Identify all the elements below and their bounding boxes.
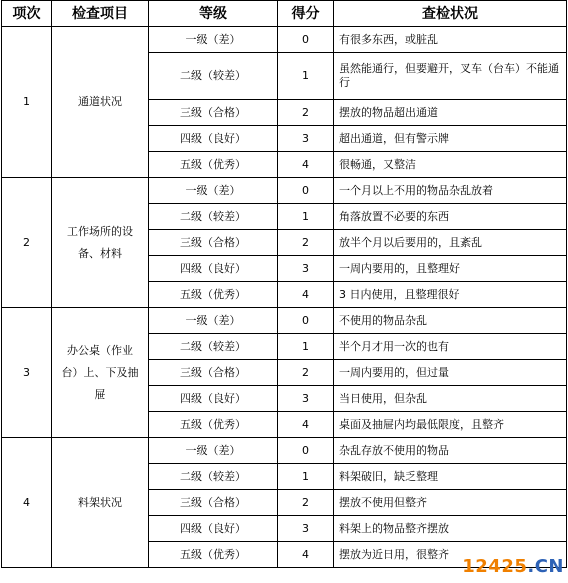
condition-cell: 角落放置不必要的东西 — [334, 204, 567, 230]
level-cell: 五级（优秀） — [149, 282, 278, 308]
score-cell: 2 — [278, 100, 334, 126]
level-cell: 四级（良好） — [149, 126, 278, 152]
level-cell: 四级（良好） — [149, 256, 278, 282]
group-index: 4 — [2, 438, 52, 568]
condition-cell: 料架上的物品整齐摆放 — [334, 516, 567, 542]
condition-cell: 半个月才用一次的也有 — [334, 334, 567, 360]
watermark-suffix: .CN — [527, 556, 564, 577]
score-cell: 1 — [278, 334, 334, 360]
level-cell: 一级（差） — [149, 438, 278, 464]
condition-cell: 杂乱存放不使用的物品 — [334, 438, 567, 464]
condition-cell: 一周内要用的，但过量 — [334, 360, 567, 386]
condition-cell: 料架破旧，缺乏整理 — [334, 464, 567, 490]
condition-cell: 摆放不使用但整齐 — [334, 490, 567, 516]
header-index: 项次 — [2, 1, 52, 27]
level-cell: 五级（优秀） — [149, 412, 278, 438]
group-index: 2 — [2, 178, 52, 308]
level-cell: 三级（合格） — [149, 230, 278, 256]
header-level: 等级 — [149, 1, 278, 27]
level-cell: 四级（良好） — [149, 516, 278, 542]
level-cell: 二级（较差） — [149, 464, 278, 490]
score-cell: 0 — [278, 178, 334, 204]
score-cell: 1 — [278, 464, 334, 490]
score-cell: 2 — [278, 230, 334, 256]
condition-cell: 一个月以上不用的物品杂乱放着 — [334, 178, 567, 204]
table-row — [2, 178, 567, 204]
condition-cell: 3 日内使用，且整理很好 — [334, 282, 567, 308]
score-cell: 4 — [278, 412, 334, 438]
condition-cell: 摆放为近日用，很整齐 — [334, 542, 567, 568]
header-score: 得分 — [278, 1, 334, 27]
condition-cell: 很畅通，又整洁 — [334, 152, 567, 178]
level-cell: 二级（较差） — [149, 204, 278, 230]
group-item: 料架状况 — [52, 438, 149, 568]
condition-cell: 不使用的物品杂乱 — [334, 308, 567, 334]
group-index: 1 — [2, 27, 52, 178]
condition-cell: 放半个月以后要用的，且紊乱 — [334, 230, 567, 256]
level-cell: 三级（合格） — [149, 100, 278, 126]
condition-cell: 一周内要用的，且整理好 — [334, 256, 567, 282]
group-item: 工作场所的设备、材料 — [52, 178, 149, 308]
score-cell: 0 — [278, 438, 334, 464]
score-cell: 0 — [278, 308, 334, 334]
table-row — [2, 438, 567, 464]
level-cell: 三级（合格） — [149, 360, 278, 386]
header-condition: 查检状况 — [334, 1, 567, 27]
level-cell: 三级（合格） — [149, 490, 278, 516]
score-cell: 3 — [278, 386, 334, 412]
condition-cell: 有很多东西，或脏乱 — [334, 27, 567, 53]
watermark-number: 12425 — [462, 556, 528, 577]
table-row — [2, 27, 567, 53]
condition-cell: 桌面及抽屉内均最低限度，且整齐 — [334, 412, 567, 438]
condition-cell: 虽然能通行，但要避开，叉车（台车）不能通行 — [334, 53, 567, 100]
inspection-table — [1, 0, 567, 568]
score-cell: 4 — [278, 152, 334, 178]
level-cell: 五级（优秀） — [149, 542, 278, 568]
score-cell: 3 — [278, 516, 334, 542]
score-cell: 4 — [278, 282, 334, 308]
condition-cell: 超出通道，但有警示牌 — [334, 126, 567, 152]
condition-cell: 当日使用，但杂乱 — [334, 386, 567, 412]
score-cell: 2 — [278, 490, 334, 516]
group-item: 办公桌（作业台）上、下及抽屉 — [52, 308, 149, 438]
score-cell: 2 — [278, 360, 334, 386]
score-cell: 4 — [278, 542, 334, 568]
header-item: 检查项目 — [52, 1, 149, 27]
table-row — [2, 308, 567, 334]
score-cell: 1 — [278, 53, 334, 100]
level-cell: 四级（良好） — [149, 386, 278, 412]
score-cell: 3 — [278, 126, 334, 152]
score-cell: 1 — [278, 204, 334, 230]
condition-cell: 摆放的物品超出通道 — [334, 100, 567, 126]
score-cell: 0 — [278, 27, 334, 53]
level-cell: 五级（优秀） — [149, 152, 278, 178]
level-cell: 二级（较差） — [149, 334, 278, 360]
score-cell: 3 — [278, 256, 334, 282]
group-index: 3 — [2, 308, 52, 438]
level-cell: 二级（较差） — [149, 53, 278, 100]
level-cell: 一级（差） — [149, 308, 278, 334]
group-item: 通道状况 — [52, 27, 149, 178]
level-cell: 一级（差） — [149, 178, 278, 204]
site-watermark — [462, 556, 564, 577]
level-cell: 一级（差） — [149, 27, 278, 53]
